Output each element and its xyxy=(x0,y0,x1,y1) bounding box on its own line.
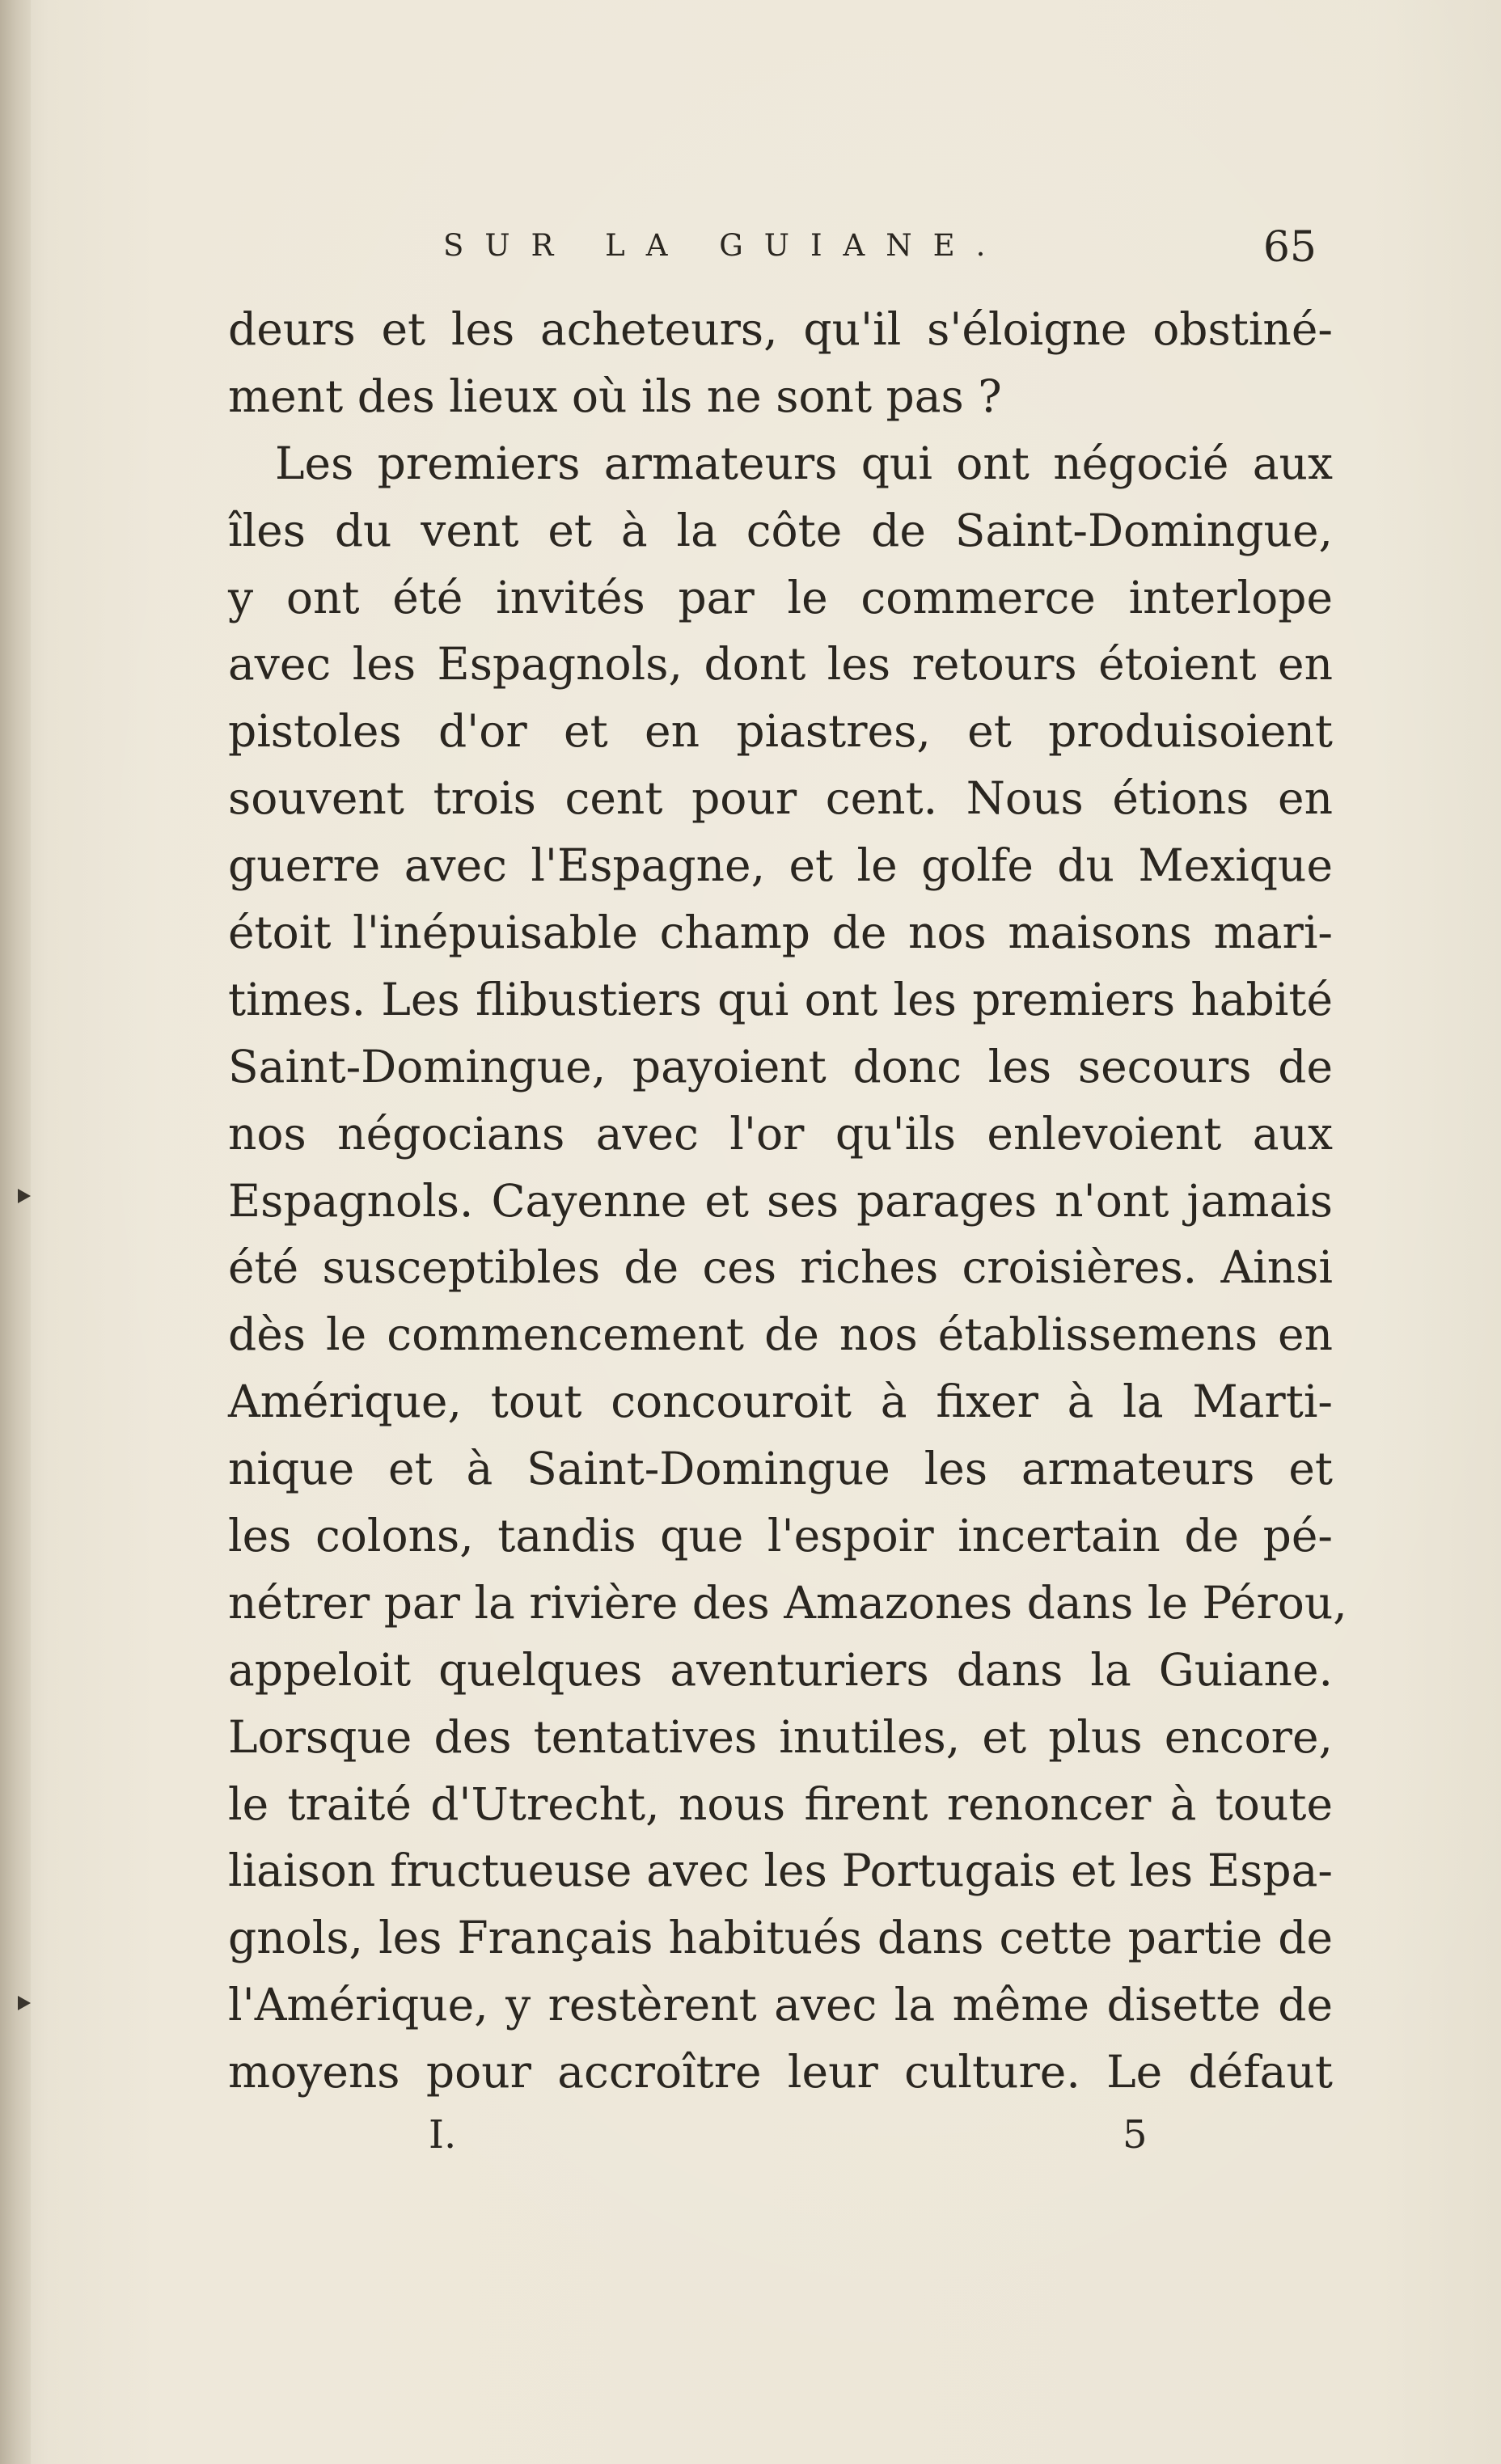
text-line: avec les Espagnols, dont les retours étoient en xyxy=(228,638,1333,691)
text-line: nique et à Saint-Domingue les armateurs et xyxy=(228,1443,1333,1495)
text-line: y ont été invités par le commerce interlope xyxy=(228,571,1333,623)
text-line: les colons, tandis que l'espoir incertain de pé- xyxy=(228,1510,1333,1562)
gutter-mark xyxy=(18,1996,31,2010)
text-line: nos négocians avec l'or qu'ils enlevoient aux xyxy=(228,1107,1333,1160)
text-line: deurs et les acheteurs, qu'il s'éloigne obstiné- xyxy=(228,303,1333,355)
gutter-mark xyxy=(18,1189,31,1203)
text-line: moyens pour accroître leur culture. Le défaut xyxy=(228,2046,1333,2098)
body-text xyxy=(228,296,1347,2106)
running-title: SUR LA GUIANE. xyxy=(443,228,1007,263)
text-line: Les premiers armateurs qui ont négocié aux xyxy=(275,437,1333,489)
text-line: Amérique, tout concouroit à fixer à la Marti- xyxy=(228,1376,1333,1428)
text-line: Espagnols. Cayenne et ses parages n'ont jamais xyxy=(228,1174,1333,1227)
text-line: îles du vent et à la côte de Saint-Domingue, xyxy=(228,504,1333,556)
text-line: nétrer par la rivière des Amazones dans le Pérou, xyxy=(228,1576,1347,1629)
text-line: étoit l'inépuisable champ de nos maisons mari- xyxy=(228,907,1333,959)
text-line: guerre avec l'Espagne, et le golfe du Mexique xyxy=(228,839,1333,892)
text-line: ment des lieux où ils ne sont pas ? xyxy=(228,370,1002,422)
text-line: le traité d'Utrecht, nous firent renoncer à toute xyxy=(228,1777,1333,1830)
text-line: appeloit quelques aventuriers dans la Guiane. xyxy=(228,1643,1333,1696)
text-line: été susceptibles de ces riches croisières. Ainsi xyxy=(228,1241,1333,1294)
text-line: Lorsque des tentatives inutiles, et plus encore, xyxy=(228,1710,1333,1763)
text-line: souvent trois cent pour cent. Nous étions en xyxy=(228,772,1333,825)
page-header xyxy=(443,223,1317,280)
text-line: l'Amérique, y restèrent avec la même disette de xyxy=(228,1979,1333,2031)
text-line: pistoles d'or et en piastres, et produisoient xyxy=(228,705,1333,758)
page-number: 65 xyxy=(1262,223,1317,272)
text-line: liaison fructueuse avec les Portugais et les Espa- xyxy=(228,1845,1333,1897)
text-line: Saint-Domingue, payoient donc les secours de xyxy=(228,1040,1333,1093)
sheet-number: 5 xyxy=(1123,2112,1148,2158)
signature-mark: I. xyxy=(429,2112,457,2158)
text-line: gnols, les Français habitués dans cette partie de xyxy=(228,1912,1333,1964)
text-line: dès le commencement de nos établissemens en xyxy=(228,1308,1333,1361)
text-line: times. Les flibustiers qui ont les premiers habité xyxy=(228,973,1333,1025)
page-gutter xyxy=(0,0,31,2464)
